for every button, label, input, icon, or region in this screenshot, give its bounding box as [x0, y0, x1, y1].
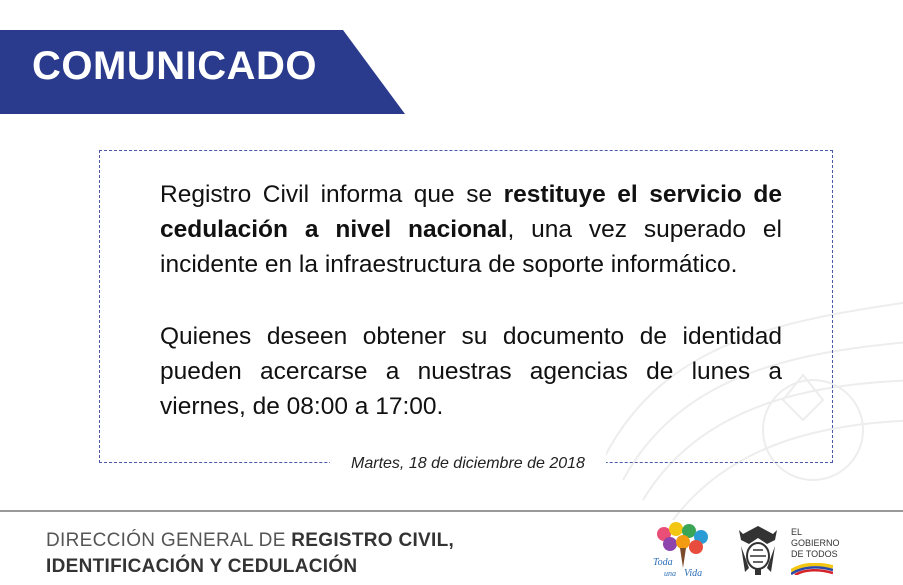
notice-paragraph-1: [160, 177, 782, 282]
footer-org-bold-2: IDENTIFICACIÓN Y CEDULACIÓN: [46, 556, 358, 577]
paragraph-1-rest: , una vez superado el incidente en la infraestructura de soporte informático.: [160, 216, 782, 278]
footer-organization: [46, 528, 454, 580]
logo-word-una: una: [664, 569, 676, 578]
gob-line-1: EL: [791, 527, 803, 537]
logo-word-toda: Toda: [653, 557, 673, 568]
footer-org-line-1: [46, 528, 454, 554]
footer-divider: [0, 510, 903, 512]
banner-title: COMUNICADO: [32, 44, 317, 88]
gob-line-2: GOBIERNO: [791, 538, 840, 548]
notice-date: Martes, 18 de diciembre de 2018: [351, 455, 585, 472]
toda-una-vida-logo: [650, 520, 716, 580]
logo-word-vida: Vida: [684, 568, 703, 579]
gob-line-3: DE TODOS: [791, 549, 838, 559]
notice-paragraph-2: Quienes deseen obtener su documento de identidad pueden acercarse a nuestras agencias de lunes a viernes, de 08:00 a 17:00.: [160, 323, 782, 420]
paragraph-1-bold: restituye el servicio de cedulación a nivel nacional: [160, 181, 782, 243]
coat-of-arms-icon: [735, 522, 781, 578]
flag-stripes-icon: [791, 563, 833, 575]
paragraph-1-intro: Registro Civil informa que se: [160, 181, 504, 208]
gobierno-de-todos-text: [791, 527, 861, 560]
footer-org-bold-1: REGISTRO CIVIL,: [291, 530, 455, 551]
footer-org-light: DIRECCIÓN GENERAL DE: [46, 530, 292, 551]
footer-org-line-2: [46, 554, 454, 580]
